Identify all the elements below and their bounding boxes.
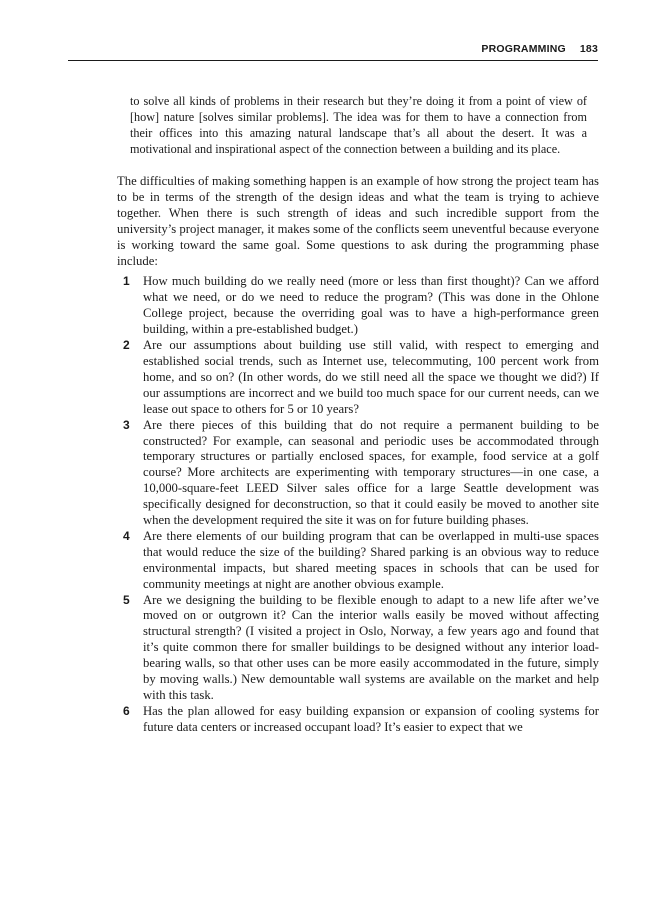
- list-item-text: Are there elements of our building program that can be overlapped in multi-use spaces that would reduce the size of the building? Shared parking is an obvious way to reduce environmental impacts, but shared meeting spaces in schools that can be used for community meetings at night are another obvious example.: [143, 528, 599, 591]
- block-quote: to solve all kinds of problems in their research but they’re doing it from a point of view of [how] nature [solves similar problems]. The idea was for them to have a connection from their offices into this amazing natural landscape that’s all about the desert. It was a motivational and inspirational aspect of the connection between a building and its place.: [130, 94, 587, 156]
- page-number: 183: [579, 43, 598, 55]
- list-item-text: Are we designing the building to be flexible enough to adapt to a new life after we’ve moved on or outgrown it? Can the interior walls easily be moved without affecting structural strength? (I visited a project in Oslo, Norway, a few years ago and found that it’s quite common there for smaller buildings to be designed without any interior load-bearing walls, so that other uses can be more easily accommodated in the future, simply by moving walls.) New demountable wall systems are available on the market and help with this task.: [143, 592, 599, 702]
- list-item-text: Has the plan allowed for easy building expansion or expansion of cooling systems for future data centers or increased occupant load? It’s easier to expect that we: [143, 703, 599, 734]
- list-number: 1: [123, 274, 130, 289]
- section-title: PROGRAMMING: [481, 43, 566, 55]
- running-head: [68, 43, 598, 61]
- list-number: 3: [123, 417, 130, 432]
- list-item: [117, 418, 599, 529]
- list-item: [117, 593, 599, 704]
- list-item: [117, 338, 599, 418]
- question-list: [117, 274, 599, 735]
- list-number: 5: [123, 592, 130, 607]
- body-paragraph: The difficulties of making something happen is an example of how strong the project team has to be in terms of the strength of the design ideas and what the team is trying to achieve together. When there is such strength of ideas and such incredible support from the university’s project manager, it makes some of the conflicts seem uneventful because everyone is working toward the same goal. Some questions to ask during the programming phase include:: [117, 174, 599, 268]
- list-item-text: Are there pieces of this building that do not require a permanent building to be constructed? For example, can seasonal and periodic uses be accommodated through temporary structures or partially enclosed spaces, for example, food service at a golf course? More architects are experimenting with temporary structures—in one case, a 10,000-square-feet LEED Silver sales office for a large Seattle development was specifically designed for deconstruction, so that it could easily be moved to another site when the development required the site it was on for future building phases.: [143, 417, 599, 528]
- list-number: 2: [123, 338, 130, 353]
- list-number: 4: [123, 528, 130, 543]
- page-content: [117, 93, 599, 736]
- list-item: [117, 529, 599, 593]
- list-item-text: How much building do we really need (more or less than first thought)? Can we afford what we need, or do we need to reduce the program? (This was done in the Ohlone College project, because the overriding goal was to have a high-performance green building, within a pre-established budget.): [143, 274, 599, 337]
- list-item: [117, 274, 599, 338]
- list-number: 6: [123, 703, 130, 718]
- list-item: [117, 704, 599, 736]
- list-item-text: Are our assumptions about building use still valid, with respect to emerging and established social trends, such as Internet use, telecommuting, 100 percent work from home, and so on? (In other words, do we still need all the space we thought we did?) If our assumptions are incorrect and we build too much space for our current needs, can we lease out space to others for 5 or 10 years?: [143, 338, 599, 416]
